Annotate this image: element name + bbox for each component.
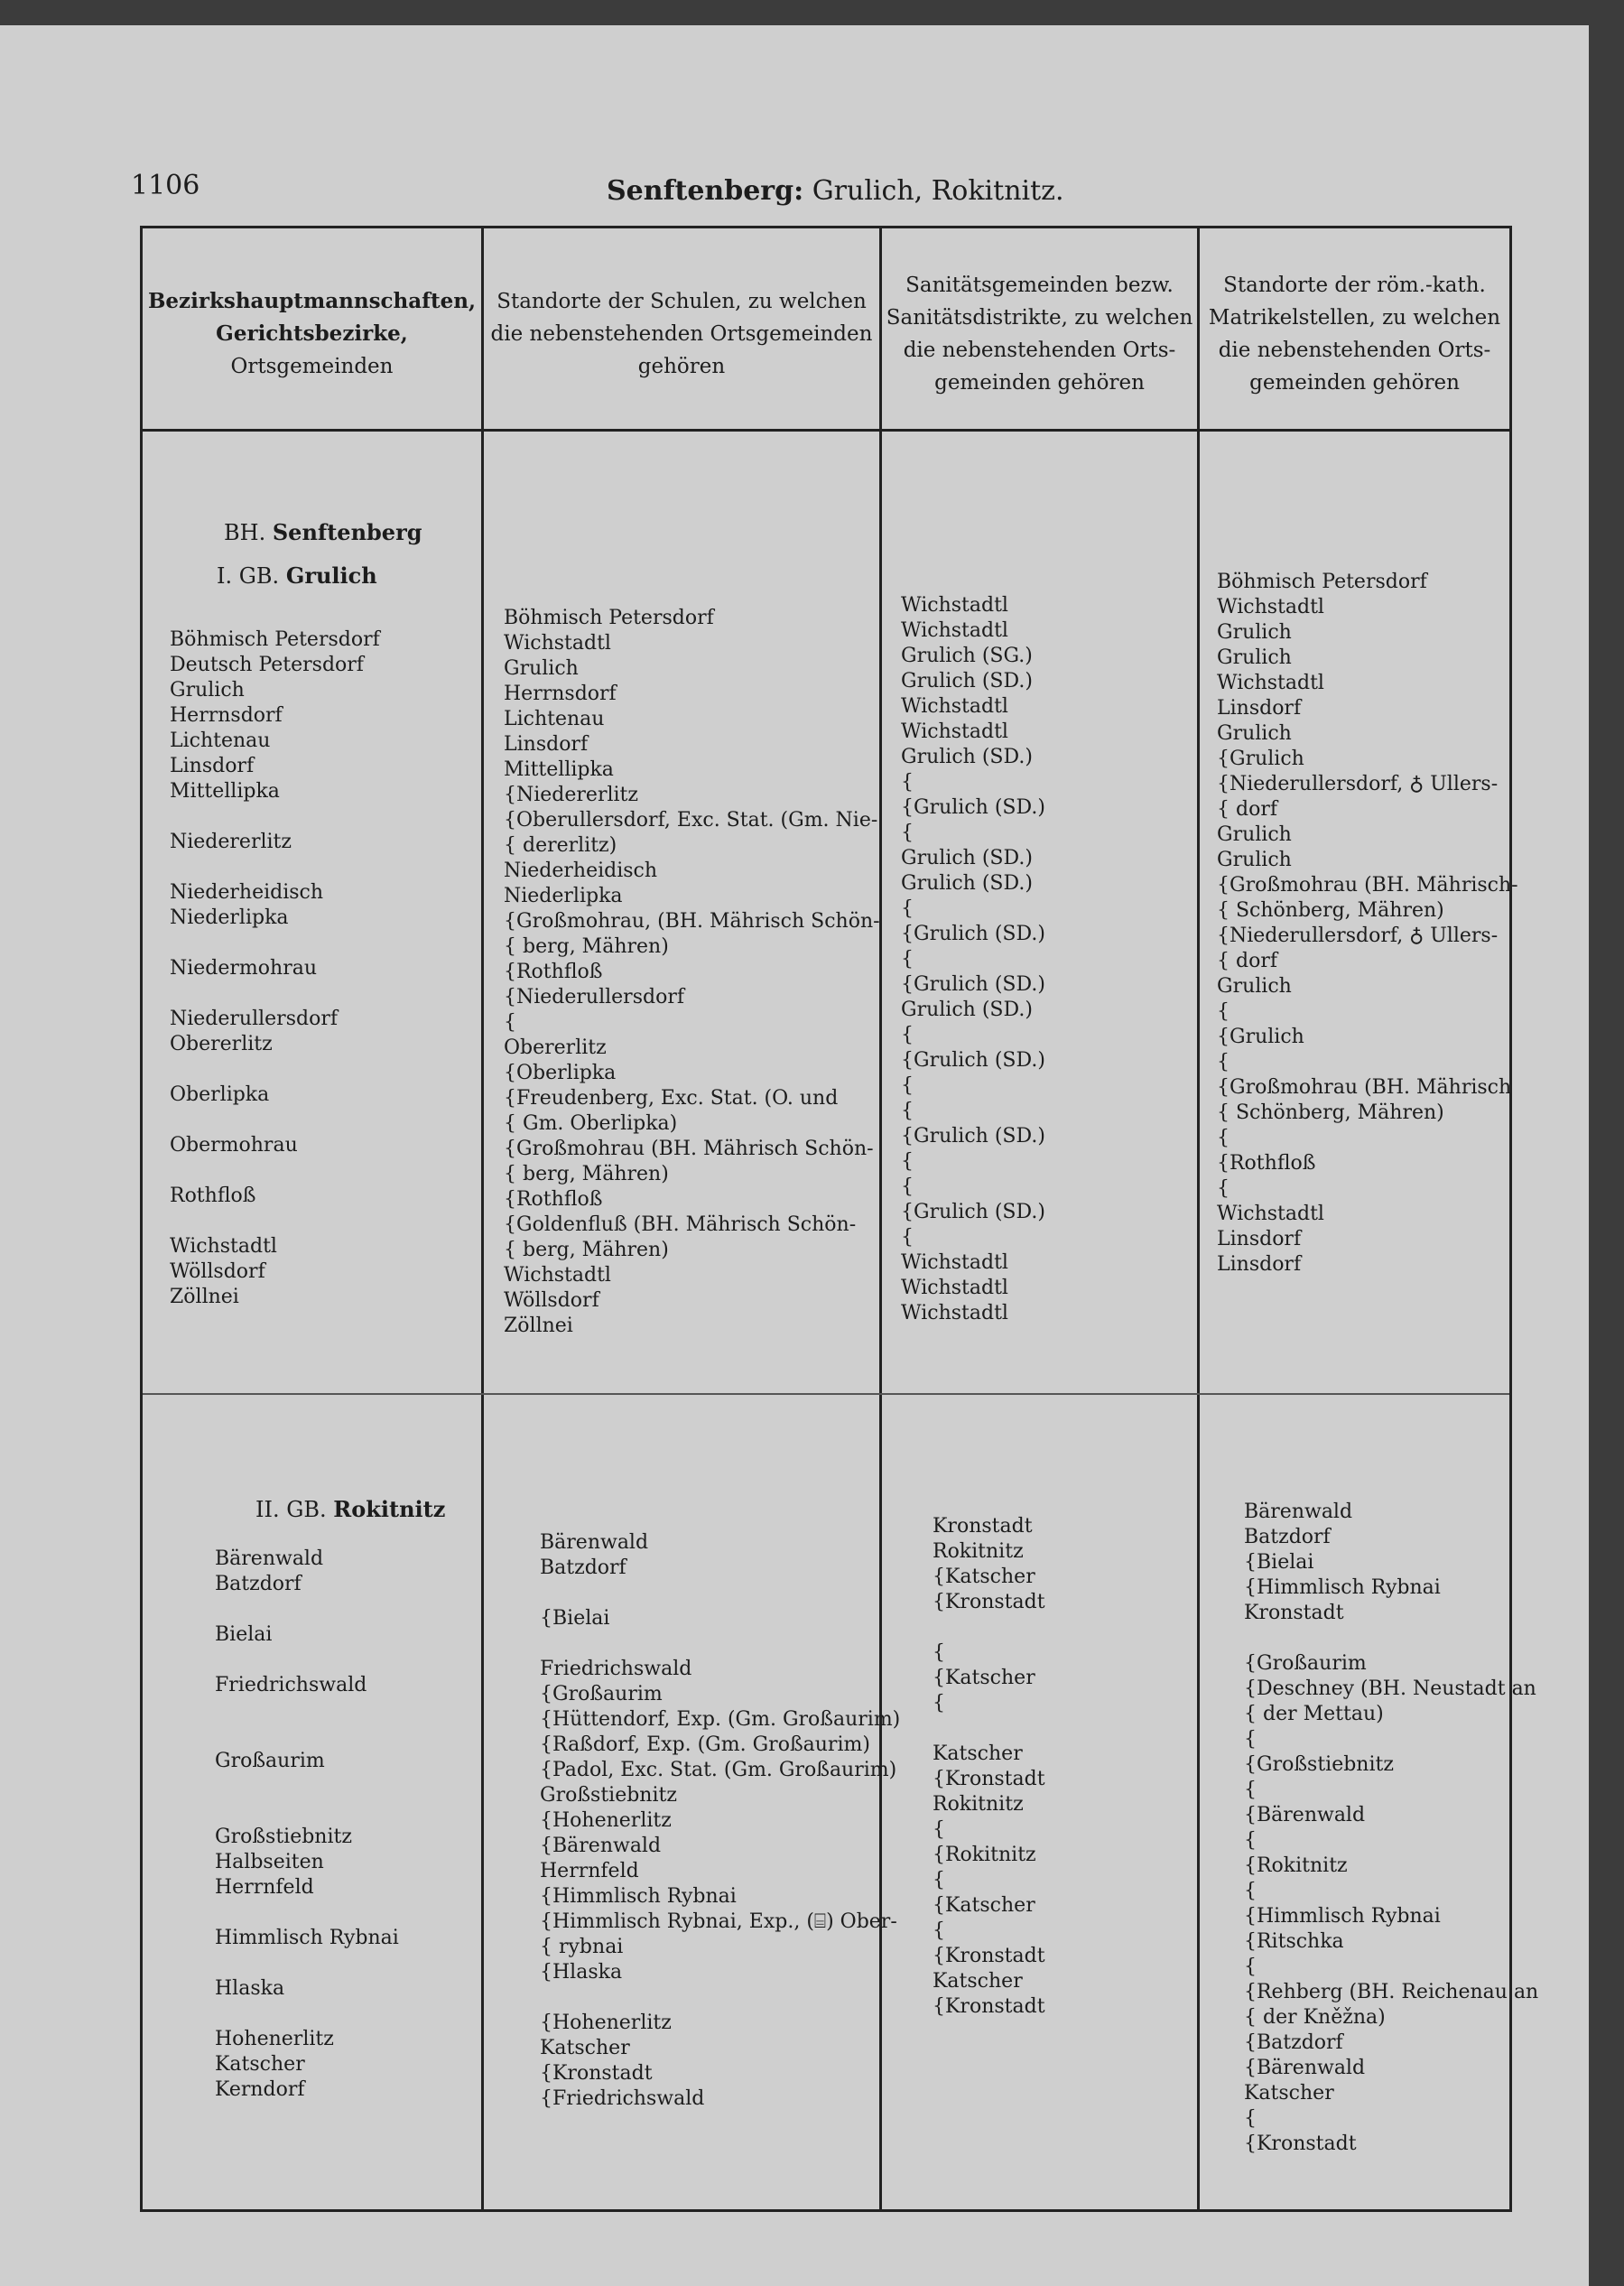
list-item: Grulich (1217, 823, 1292, 846)
list-item: {Hlaska (540, 1961, 623, 1984)
list-item: {Kronstadt (540, 2062, 653, 2085)
header-col3-line1: Sanitätsgemeinden bezw. (905, 274, 1174, 297)
bh-title (224, 519, 422, 546)
list-item: { dorf (1217, 950, 1277, 972)
list-item: { (901, 1176, 914, 1198)
list-item (215, 1648, 553, 1673)
list-item: {Rokitnitz (1244, 1854, 1348, 1877)
list-item: Linsdorf (1217, 1228, 1302, 1250)
list-item: { (933, 1869, 945, 1891)
list-item: Grulich (SD.) (901, 746, 1033, 768)
list-item: Niederheidisch (504, 860, 658, 882)
list-item: {Himmlisch Rybnai, Exp., (⌸) Ober- (540, 1910, 897, 1933)
running-title (607, 175, 1064, 207)
list-item: Obermohrau (170, 1134, 298, 1157)
list-item: {Bärenwald (1244, 2057, 1366, 2079)
list-item: {Niederullersdorf, ♁ Ullers- (1217, 925, 1499, 947)
list-item: Zöllnei (170, 1286, 239, 1308)
header-col4-line3: die nebenstehenden Orts- (1218, 339, 1491, 362)
list-item: Wichstadtl (1217, 1203, 1324, 1225)
list-item: {Kronstadt (933, 1945, 1045, 1967)
list-item: { Schönberg, Mähren) (1217, 899, 1444, 922)
page-number: 1106 (131, 170, 200, 201)
list-item: Grulich (1217, 621, 1292, 644)
header-col1-line3: Ortsgemeinden (230, 355, 394, 378)
list-item: {Grulich (SD.) (901, 923, 1045, 945)
list-item: { (1244, 1728, 1257, 1751)
list-item: {Hüttendorf, Exp. (Gm. Großaurim) (540, 1708, 901, 1731)
list-item: Großstiebnitz (540, 1784, 677, 1807)
list-item: {Grulich (SD.) (901, 1049, 1045, 1072)
list-item: Mittellipka (170, 780, 280, 803)
list-item: Himmlisch Rybnai (215, 1927, 399, 1949)
list-item: Herrnfeld (215, 1876, 314, 1899)
header-col2-line1: Standorte der Schulen, zu welchen (496, 290, 867, 313)
list-item: {Oberullersdorf, Exc. Stat. (Gm. Nie- (504, 809, 878, 832)
list-item: { (933, 1919, 945, 1942)
list-item: Herrnsdorf (504, 683, 617, 705)
list-item: Wichstadtl (901, 720, 1008, 743)
list-item: Katscher (933, 1970, 1023, 1993)
list-item: { Gm. Oberlipka) (504, 1112, 678, 1135)
list-item: Friedrichswald (540, 1658, 692, 1680)
section-divider (143, 1393, 1509, 1395)
list-item: {Grulich (1217, 1026, 1304, 1048)
list-item: {Batzdorf (1244, 2031, 1343, 2054)
section2-col4-list (1244, 1500, 1554, 2157)
list-item: Linsdorf (504, 733, 589, 756)
register-table (140, 226, 1539, 2212)
list-item: { (933, 1818, 945, 1841)
header-col2 (484, 239, 879, 429)
list-item: { (1244, 1829, 1257, 1852)
list-item (215, 1951, 553, 1976)
list-item: { berg, Mähren) (504, 1163, 669, 1185)
list-item: Obererlitz (504, 1036, 607, 1059)
list-item: Kronstadt (1244, 1602, 1344, 1624)
list-item: Großaurim (215, 1750, 325, 1772)
header-col4-line1: Standorte der röm.-kath. (1223, 274, 1486, 297)
list-item (215, 1724, 553, 1749)
list-item: Linsdorf (170, 755, 255, 777)
list-item: {Katscher (933, 1667, 1035, 1689)
list-item: Großstiebnitz (215, 1826, 352, 1848)
list-item: Wichstadtl (504, 1264, 611, 1287)
bh-name: Senftenberg (272, 519, 422, 545)
list-item: { (1217, 1000, 1230, 1023)
list-item: Wichstadtl (901, 1302, 1008, 1324)
list-item (540, 1985, 935, 2011)
list-item (1244, 1626, 1554, 1651)
list-item: Grulich (SD.) (901, 872, 1033, 895)
list-item: {Himmlisch Rybnai (1244, 1576, 1441, 1599)
list-item: { berg, Mähren) (504, 1239, 669, 1261)
list-item: {Bärenwald (1244, 1804, 1366, 1826)
list-item (540, 1631, 935, 1657)
list-item: Wichstadtl (901, 1251, 1008, 1274)
section1-col1-list (170, 627, 508, 1310)
list-item: Wöllsdorf (504, 1289, 599, 1312)
list-item: {Bielai (540, 1607, 610, 1630)
list-item: { (1217, 1127, 1230, 1149)
list-item: Wichstadtl (901, 619, 1008, 642)
page (0, 25, 1589, 2286)
list-item: Wichstadtl (1217, 596, 1324, 618)
list-item: {Katscher (933, 1894, 1035, 1917)
list-item: Wichstadtl (901, 695, 1008, 718)
list-item: {Bielai (1244, 1551, 1314, 1574)
list-item: { Schönberg, Mähren) (1217, 1101, 1444, 1124)
list-item: {Großmohrau (BH. Mährisch- (1217, 874, 1518, 897)
list-item: { (1244, 2107, 1257, 2130)
list-item: Niedererlitz (170, 831, 292, 853)
list-item: {Großmohrau (BH. Mährisch (1217, 1076, 1512, 1099)
gb2-prefix: II. GB. (255, 1497, 327, 1522)
list-item: Böhmisch Petersdorf (170, 628, 380, 651)
list-item (170, 981, 508, 1007)
list-item (215, 1799, 553, 1825)
header-col4 (1200, 239, 1509, 429)
list-item: { der Kněžna) (1244, 2006, 1386, 2029)
header-col3-line2: Sanitätsdistrikte, zu welchen (886, 306, 1193, 330)
header-col2-line3: gehören (637, 355, 726, 378)
list-item: {Grulich (SD.) (901, 796, 1045, 819)
list-item (170, 855, 508, 880)
list-item: {Niederullersdorf (504, 986, 684, 1008)
list-item: Kronstadt (933, 1515, 1033, 1538)
header-col1-line1: Bezirkshauptmannschaften, (147, 289, 477, 313)
list-item: Bärenwald (1244, 1501, 1353, 1523)
list-item (215, 1698, 553, 1724)
list-item: Grulich (1217, 849, 1292, 871)
list-item: Grulich (504, 657, 579, 680)
list-item: {Katscher (933, 1566, 1035, 1588)
list-item (933, 1716, 1248, 1742)
list-item: {Raßdorf, Exp. (Gm. Großaurim) (540, 1733, 870, 1756)
list-item: Grulich (1217, 722, 1292, 745)
header-col4-line4: gemeinden gehören (1249, 371, 1460, 395)
header-col1 (143, 239, 481, 429)
list-item: { (504, 1011, 516, 1034)
list-item: { (901, 1024, 914, 1046)
list-item: { dererlitz) (504, 834, 617, 857)
list-item: Grulich (SD.) (901, 847, 1033, 869)
list-item: Niederheidisch (170, 881, 324, 904)
list-item: Rokitnitz (933, 1793, 1024, 1816)
list-item: Batzdorf (1244, 1526, 1331, 1548)
list-item: Grulich (170, 679, 245, 702)
list-item: { (901, 1100, 914, 1122)
list-item: {Rothfloß (504, 961, 603, 983)
list-item (933, 1615, 1248, 1640)
list-item: Wichstadtl (170, 1235, 277, 1258)
list-item: {Rothfloß (504, 1188, 603, 1211)
list-item: Niederlipka (170, 906, 289, 929)
list-item: {Niedererlitz (504, 784, 638, 806)
list-item: Bielai (215, 1623, 273, 1646)
list-item: {Kronstadt (933, 1591, 1045, 1613)
section2-col1-list (215, 1547, 553, 2103)
gb1-name: Grulich (285, 562, 377, 589)
list-item: { (901, 822, 914, 844)
header-col4-line2: Matrikelstellen, zu welchen (1208, 306, 1501, 330)
list-item: { rybnai (540, 1936, 624, 1958)
list-item: {Großstiebnitz (1244, 1753, 1394, 1776)
list-item: Linsdorf (1217, 697, 1302, 720)
header-col3-line3: die nebenstehenden Orts- (903, 339, 1176, 362)
list-item: {Rothfloß (1217, 1152, 1316, 1175)
list-item: { (901, 1226, 914, 1249)
list-item: Wichstadtl (1217, 672, 1324, 694)
list-item: {Rehberg (BH. Reichenau an (1244, 1981, 1539, 2003)
list-item: Rothfloß (170, 1185, 256, 1207)
list-item: Niederullersdorf (170, 1008, 338, 1030)
list-item (215, 2002, 553, 2027)
list-item: Lichtenau (170, 729, 271, 752)
list-item: Böhmisch Petersdorf (1217, 571, 1427, 593)
list-item: { (1244, 1956, 1257, 1978)
list-item: Batzdorf (215, 1573, 302, 1595)
list-item: {Goldenfluß (BH. Mährisch Schön- (504, 1213, 857, 1236)
list-item: Grulich (SG.) (901, 645, 1033, 667)
list-item: { (1217, 1177, 1230, 1200)
list-item: {Rokitnitz (933, 1844, 1036, 1866)
list-item: Bärenwald (540, 1531, 649, 1554)
list-item: { (901, 897, 914, 920)
list-item (540, 1581, 935, 1606)
list-item: Oberlipka (170, 1083, 270, 1106)
section2-col2-list (540, 1530, 935, 2112)
list-item: {Grulich (SD.) (901, 1125, 1045, 1148)
gb2-title (255, 1496, 445, 1523)
list-item: {Großmohrau (BH. Mährisch Schön- (504, 1138, 874, 1160)
list-item: { (901, 1150, 914, 1173)
list-item (215, 1900, 553, 1926)
list-item: Lichtenau (504, 708, 605, 730)
list-item: {Großaurim (540, 1683, 663, 1705)
list-item: {Himmlisch Rybnai (1244, 1905, 1441, 1928)
list-item: { (1244, 1880, 1257, 1902)
list-item: {Großmohrau, (BH. Mährisch Schön- (504, 910, 880, 933)
list-item: {Kronstadt (933, 1995, 1045, 2018)
list-item: { berg, Mähren) (504, 935, 669, 958)
list-item: Linsdorf (1217, 1253, 1302, 1276)
list-item (170, 1209, 508, 1234)
list-item: Hohenerlitz (215, 2028, 334, 2050)
list-item: Herrnfeld (540, 1860, 639, 1882)
list-item: {Ritschka (1244, 1930, 1344, 1953)
list-item: Halbseiten (215, 1851, 324, 1873)
list-item: Deutsch Petersdorf (170, 654, 364, 676)
list-item: Niederlipka (504, 885, 623, 907)
header-col3 (882, 239, 1197, 429)
list-item: Grulich (SD.) (901, 999, 1033, 1021)
list-item: {Freudenberg, Exc. Stat. (O. und (504, 1087, 839, 1110)
list-item: Grulich (SD.) (901, 670, 1033, 692)
list-item: Grulich (1217, 975, 1292, 998)
list-item: { (901, 948, 914, 971)
list-item: Grulich (1217, 646, 1292, 669)
list-item: Bärenwald (215, 1547, 324, 1570)
section1-col3-list (901, 593, 1216, 1326)
list-item: { der Mettau) (1244, 1703, 1384, 1725)
list-item: { (1244, 1779, 1257, 1801)
list-item (170, 931, 508, 956)
header-col3-line4: gemeinden gehören (934, 371, 1145, 395)
list-item: {Himmlisch Rybnai (540, 1885, 737, 1908)
section1-col2-list (504, 606, 899, 1339)
list-item: Rokitnitz (933, 1540, 1024, 1563)
list-item: Hlaska (215, 1977, 285, 2000)
list-item: Mittellipka (504, 758, 614, 781)
list-item: Friedrichswald (215, 1674, 367, 1696)
list-item: Katscher (540, 2037, 630, 2059)
list-item: {Hohenerlitz (540, 2012, 672, 2034)
list-item: Katscher (215, 2053, 305, 2076)
list-item: Katscher (933, 1742, 1023, 1765)
list-item: {Grulich (SD.) (901, 1201, 1045, 1223)
list-item: Obererlitz (170, 1033, 273, 1055)
list-item: {Oberlipka (504, 1062, 617, 1084)
list-item: {Padol, Exc. Stat. (Gm. Großaurim) (540, 1759, 897, 1781)
list-item: Herrnsdorf (170, 704, 283, 727)
running-title-bold: Senftenberg: (607, 175, 804, 207)
list-item: {Kronstadt (933, 1768, 1045, 1790)
gb2-name: Rokitnitz (333, 1496, 446, 1522)
list-item: { (933, 1641, 945, 1664)
list-item: {Großaurim (1244, 1652, 1367, 1675)
list-item (170, 1108, 508, 1133)
list-item: {Deschney (BH. Neustadt an (1244, 1677, 1536, 1700)
list-item: {Grulich (SD.) (901, 973, 1045, 996)
list-item: Niedermohrau (170, 957, 318, 980)
header-divider (143, 429, 1509, 432)
list-item: { (901, 771, 914, 794)
list-item: {Hohenerlitz (540, 1809, 672, 1832)
list-item: Wichstadtl (901, 594, 1008, 617)
list-item: Wichstadtl (901, 1277, 1008, 1299)
list-item: Wöllsdorf (170, 1260, 265, 1283)
list-item: Wichstadtl (504, 632, 611, 655)
bh-prefix: BH. (224, 520, 266, 545)
list-item: { (901, 1074, 914, 1097)
list-item (170, 1057, 508, 1083)
list-item: Katscher (1244, 2082, 1334, 2105)
list-item: { (933, 1692, 945, 1714)
gb1-title (217, 562, 377, 590)
list-item: { (1217, 1051, 1230, 1073)
list-item (215, 1597, 553, 1622)
section1-col4-list (1217, 570, 1527, 1278)
gb1-prefix: I. GB. (217, 563, 280, 589)
list-item: {Bärenwald (540, 1835, 662, 1857)
list-item (170, 804, 508, 830)
list-item: {Friedrichswald (540, 2087, 705, 2110)
section2-col3-list (933, 1514, 1248, 2020)
list-item: Batzdorf (540, 1557, 626, 1579)
header-col1-line2: Gerichtsbezirke, (216, 321, 408, 346)
list-item: Böhmisch Petersdorf (504, 607, 714, 629)
list-item: {Grulich (1217, 748, 1304, 770)
running-title-rest: Grulich, Rokitnitz. (812, 175, 1064, 207)
list-item: {Kronstadt (1244, 2133, 1357, 2155)
list-item: Kerndorf (215, 2078, 305, 2101)
list-item (215, 1774, 553, 1799)
list-item: {Niederullersdorf, ♁ Ullers- (1217, 773, 1499, 795)
list-item: { dorf (1217, 798, 1277, 821)
header-col2-line2: die nebenstehenden Ortsgemeinden (490, 322, 873, 346)
list-item: Zöllnei (504, 1315, 573, 1337)
list-item (170, 1158, 508, 1184)
